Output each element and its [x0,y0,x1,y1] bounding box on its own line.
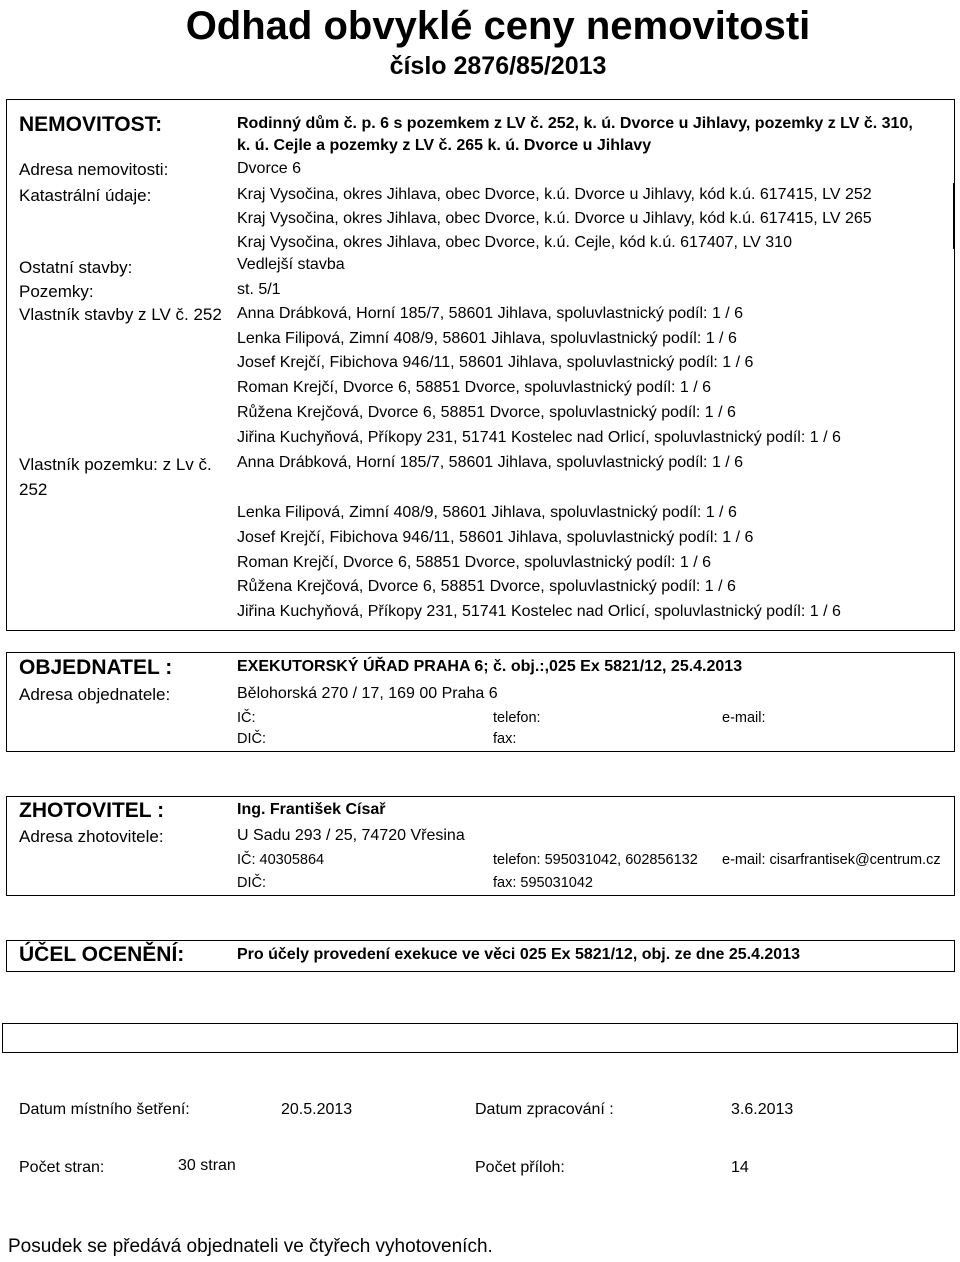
building-owner-label: Vlastník stavby z LV č. 252 [19,305,222,324]
building-owner: Jiřina Kuchyňová, Příkopy 231, 51741 Kostelec nad Orlicí, spoluvlastnický podíl: 1 / 6 [237,429,841,446]
contractor-address-value: U Sadu 293 / 25, 74720 Vřesina [237,827,465,844]
page-count-label: Počet stran: [19,1159,105,1176]
processing-date-label: Datum zpracování : [475,1101,614,1118]
land-owner: Roman Krejčí, Dvorce 6, 58851 Dvorce, spoluvlastnický podíl: 1 / 6 [237,554,711,571]
attachment-count-label: Počet příloh: [475,1159,565,1176]
land-owner: Josef Krejčí, Fibichova 946/11, 58601 Jihlava, spoluvlastnický podíl: 1 / 6 [237,529,754,546]
client-ic-label: IČ: [237,710,256,726]
property-description-line2: k. ú. Cejle a pozemky z LV č. 265 k. ú. Dvorce u Jihlavy [237,137,652,154]
client-email-label: e-mail: [722,710,766,726]
right-edge-mark [953,183,955,249]
client-address-value: Bělohorská 270 / 17, 169 00 Praha 6 [237,685,498,702]
land-owner: Lenka Filipová, Zimní 408/9, 58601 Jihlava, spoluvlastnický podíl: 1 / 6 [237,504,737,521]
property-address-label: Adresa nemovitosti: [19,160,169,179]
cadastral-line: Kraj Vysočina, okres Jihlava, obec Dvorce, k.ú. Cejle, kód k.ú. 617407, LV 310 [237,234,792,251]
cadastral-line: Kraj Vysočina, okres Jihlava, obec Dvorce, k.ú. Dvorce u Jihlavy, kód k.ú. 617415, LV 265 [237,210,872,227]
attachment-count-value: 14 [731,1159,749,1176]
contractor-heading: ZHOTOVITEL : [19,799,165,822]
land-owner-label: Vlastník pozemku: z Lv č. [19,455,212,474]
client-phone-label: telefon: [493,710,541,726]
client-name: EXEKUTORSKÝ ÚŘAD PRAHA 6; č. obj.:,025 Ex 5821/12, 25.4.2013 [237,658,743,675]
land-owner-label-lv: 252 [19,480,48,499]
contractor-address-label: Adresa zhotovitele: [19,827,164,846]
building-owner: Lenka Filipová, Zimní 408/9, 58601 Jihlava, spoluvlastnický podíl: 1 / 6 [237,330,737,347]
property-description-line1: Rodinný dům č. p. 6 s pozemkem z LV č. 252, k. ú. Dvorce u Jihlavy, pozemky z LV č. 310, [237,115,913,132]
land-owner: Anna Drábková, Horní 185/7, 58601 Jihlava, spoluvlastnický podíl: 1 / 6 [237,454,744,471]
other-buildings-label: Ostatní stavby: [19,258,133,277]
purpose-value: Pro účely provedení exekuce ve věci 025 Ex 5821/12, obj. ze dne 25.4.2013 [237,946,800,963]
land-owner: Růžena Krejčová, Dvorce 6, 58851 Dvorce, spoluvlastnický podíl: 1 / 6 [237,578,736,595]
client-dic-label: DIČ: [237,731,266,747]
inspection-date-label: Datum místního šetření: [19,1101,190,1118]
contractor-dic: DIČ: [237,875,266,891]
page-count-value: 30 stran [178,1157,236,1174]
property-heading: NEMOVITOST: [19,113,163,136]
land-label: Pozemky: [19,282,94,301]
copies-note: Posudek se předává objednateli ve čtyřech vyhotoveních. [8,1236,493,1257]
contractor-email: e-mail: cisarfrantisek@centrum.cz [722,852,941,868]
contractor-fax: fax: 595031042 [493,875,593,891]
building-owner: Růžena Krejčová, Dvorce 6, 58851 Dvorce, spoluvlastnický podíl: 1 / 6 [237,404,736,421]
other-buildings-value: Vedlejší stavba [237,256,345,273]
client-heading: OBJEDNATEL : [19,656,173,679]
land-owner: Jiřina Kuchyňová, Příkopy 231, 51741 Kostelec nad Orlicí, spoluvlastnický podíl: 1 / 6 [237,603,841,620]
building-owner: Roman Krejčí, Dvorce 6, 58851 Dvorce, spoluvlastnický podíl: 1 / 6 [237,379,711,396]
client-address-label: Adresa objednatele: [19,685,171,704]
building-owner: Josef Krejčí, Fibichova 946/11, 58601 Jihlava, spoluvlastnický podíl: 1 / 6 [237,354,754,371]
land-value: st. 5/1 [237,281,281,298]
client-fax-label: fax: [493,731,517,747]
building-owner: Anna Drábková, Horní 185/7, 58601 Jihlava, spoluvlastnický podíl: 1 / 6 [237,305,744,322]
property-address-value: Dvorce 6 [237,160,302,177]
contractor-name: Ing. František Císař [237,801,386,818]
processing-date-value: 3.6.2013 [731,1101,794,1118]
document-number: číslo 2876/85/2013 [389,52,607,80]
purpose-heading: ÚČEL OCENĚNÍ: [19,943,185,966]
inspection-date-value: 20.5.2013 [281,1101,353,1118]
empty-box [2,1023,958,1053]
contractor-phone: telefon: 595031042, 602856132 [493,852,698,868]
cadastral-line: Kraj Vysočina, okres Jihlava, obec Dvorce, k.ú. Dvorce u Jihlavy, kód k.ú. 617415, LV 252 [237,186,872,203]
contractor-ic: IČ: 40305864 [237,852,325,868]
document-title: Odhad obvyklé ceny nemovitosti [185,4,811,48]
cadastral-label: Katastrální údaje: [19,186,152,205]
